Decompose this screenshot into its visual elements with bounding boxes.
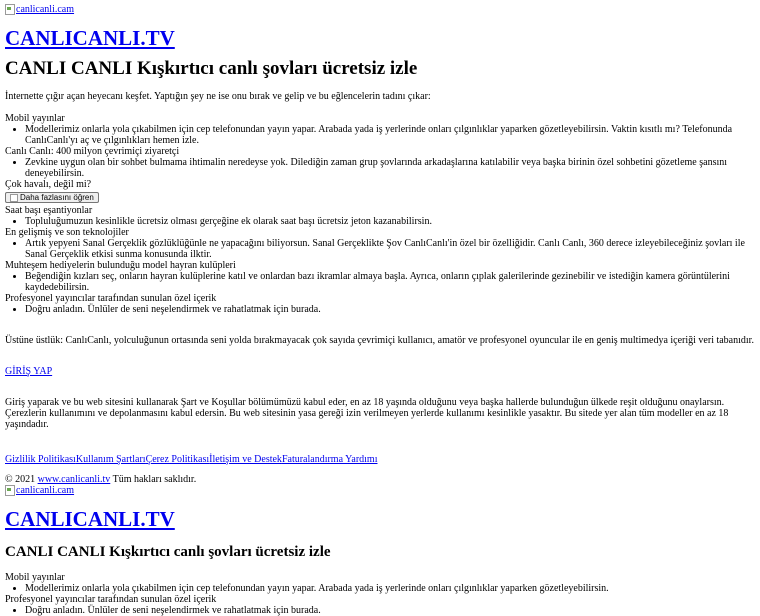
logo-alt-text: canlicanli.cam bbox=[16, 484, 75, 496]
copyright bbox=[5, 474, 755, 485]
list-item: • Topluluğumuzun kesinlikle ücretsiz olması gerçeğine ek olarak saat başı ücretsiz jeton kazanabilirsin. bbox=[25, 216, 755, 227]
hero-title-repeat: CANLI CANLI Kışkırtıcı canlı şovları ücretsiz izle bbox=[5, 543, 331, 560]
tagline: Çok havalı, değil mi? bbox=[5, 179, 92, 190]
section-title-private: Profesyonel yayıncılar tarafından sunulan özel içerik bbox=[5, 292, 217, 304]
tech-list bbox=[5, 238, 755, 260]
terms-link[interactable]: Kullanım Şartları bbox=[75, 453, 146, 465]
footer-links bbox=[5, 454, 755, 465]
list-item: • Doğru anladın. Ünlüler de seni neşelendirmek ve rahatlatmak için burada. bbox=[25, 605, 755, 616]
list-item: • Artık yepyeni Sanal Gerçeklik gözlüklüğünle ne yapacağını biliyorsun. Sanal Gerçeklikte Şov CanlıCanlı'in özel bir özelliğidir. Canlı Canlı, 360 derece izleyebileceğiniz şovları ile Sanal Gerçeklik etkisi sunma konusunda ilktir. bbox=[25, 238, 755, 260]
broken-image-icon bbox=[5, 4, 15, 15]
copyright-suffix: Tüm hakları saklıdır. bbox=[112, 473, 197, 485]
legal-text: Giriş yaparak ve bu web sitesini kullanarak Şart ve Koşullar bölümümüzü kabul eder, en az 18 yaşında olduğunu veya başka hallerde bulunduğun ülkede reşit olduğunu onaylarsın. Çerezlerin kullanımını ve depolanmasını kabul edersin. Bu web sitesinin yasa gereği izin verilmeyen yerlerde kullanımı kesinlikle yasaktır. Bu sitede yer alan tüm modeller en az 18 yaşındadır. bbox=[5, 396, 729, 430]
learn-more-label: Daha fazlasını öğren bbox=[20, 192, 94, 202]
brand-link[interactable]: CANLICANLI.TV bbox=[5, 26, 175, 50]
section-title-mobile: Mobil yayınlar bbox=[5, 113, 65, 124]
list-item: • Beğendiğin kızları seç, onların hayran kulüplerine katıl ve onlardan bazı ikramlar almaya başla. Ayrıca, onların çıplak galerilerinde gezinebilir ve istediğin kamera görüntülerini kaydedebilirsin. bbox=[25, 271, 755, 293]
login-link[interactable]: GİRİŞ YAP bbox=[5, 365, 53, 377]
advantage-text: Üstüne üstlük: CanlıCanlı, yolculuğunun ortasında seni yolda bırakmayacak çok sayıda çevrimiçi kullanıcı, amatör ve profesyonel oyuncular ile en geniş multimedya içeriği veri tabanıdır. bbox=[5, 334, 754, 346]
group-list bbox=[5, 157, 755, 179]
list-item: • Zevkine uygun olan bir sohbet bulmama ihtimalin neredeyse yok. Dilediğin zaman grup şovlarında arkadaşlarına katılabilir veya başka birinin özel sohbetini gözetleme şansını deneyebilirsin. bbox=[25, 157, 755, 179]
billing-link[interactable]: Faturalandırma Yardımı bbox=[281, 453, 378, 465]
section-title-tokens: Saat başı eşantiyonlar bbox=[5, 204, 93, 216]
contact-link[interactable]: İletişim ve Destek bbox=[209, 453, 282, 465]
section-title-private-repeat: Profesyonel yayıncılar tarafından sunulan özel içerik bbox=[5, 593, 217, 605]
cookie-link[interactable]: Çerez Politikası bbox=[145, 453, 210, 465]
brand-heading bbox=[5, 26, 755, 50]
brand-link-repeat[interactable]: CANLICANLI.TV bbox=[5, 506, 175, 531]
broken-image-icon bbox=[5, 485, 15, 496]
logo-link-repeat[interactable] bbox=[5, 485, 74, 496]
section-mobile bbox=[5, 113, 755, 205]
section-features bbox=[5, 205, 755, 315]
mobile-list-repeat bbox=[5, 583, 755, 594]
fanclub-list bbox=[5, 271, 755, 293]
visitor-count: Canlı Canlı: 400 milyon çevrimiçi ziyaretçi bbox=[5, 146, 180, 157]
logo-alt-text: canlicanli.cam bbox=[16, 4, 75, 15]
tokens-list bbox=[5, 216, 755, 227]
section-title-mobile-repeat: Mobil yayınlar bbox=[5, 571, 65, 583]
list-item: • Modellerimiz onlarla yola çıkabilmen için cep telefonundan yayın yapar. Arabada yada iş yerlerinde onları çılgınlıklar yaparken gözetleyebilirsin. Vaktin kısıtlı mı? Telefonunda CanlıCanlı'yı aç ve çılgınlıkları hemen izle. bbox=[25, 124, 755, 146]
private-list bbox=[5, 304, 755, 315]
section-title-tech: En gelişmiş ve son teknolojiler bbox=[5, 226, 129, 238]
brand-heading-repeat bbox=[5, 507, 755, 531]
button-icon bbox=[10, 194, 18, 202]
private-list-repeat bbox=[5, 605, 755, 616]
mobile-list bbox=[5, 124, 755, 146]
privacy-link[interactable]: Gizlilik Politikası bbox=[5, 453, 76, 465]
copyright-prefix: © 2021 bbox=[5, 473, 36, 485]
learn-more-button[interactable] bbox=[5, 192, 99, 203]
hero-title: CANLI CANLI Kışkırtıcı canlı şovları ücretsiz izle bbox=[5, 58, 418, 79]
section-title-fanclub: Muhteşem hediyelerin bulunduğu model hayran kulüpleri bbox=[5, 259, 236, 271]
list-item: • Doğru anladın. Ünlüler de seni neşelendirmek ve rahatlatmak için burada. bbox=[25, 304, 755, 315]
list-item: • Modellerimiz onlarla yola çıkabilmen için cep telefonundan yayın yapar. Arabada yada iş yerlerinde onları çılgınlıklar yaparken gözetleyebilirsin. bbox=[25, 583, 755, 594]
intro-text: İnternette çığır açan heyecanı keşfet. Yaptığın şey ne ise onu bırak ve gelip ve bu eğlencelerin tadını çıkar: bbox=[5, 91, 431, 102]
copyright-link[interactable]: www.canlicanli.tv bbox=[37, 473, 111, 485]
logo-link[interactable] bbox=[5, 4, 74, 15]
